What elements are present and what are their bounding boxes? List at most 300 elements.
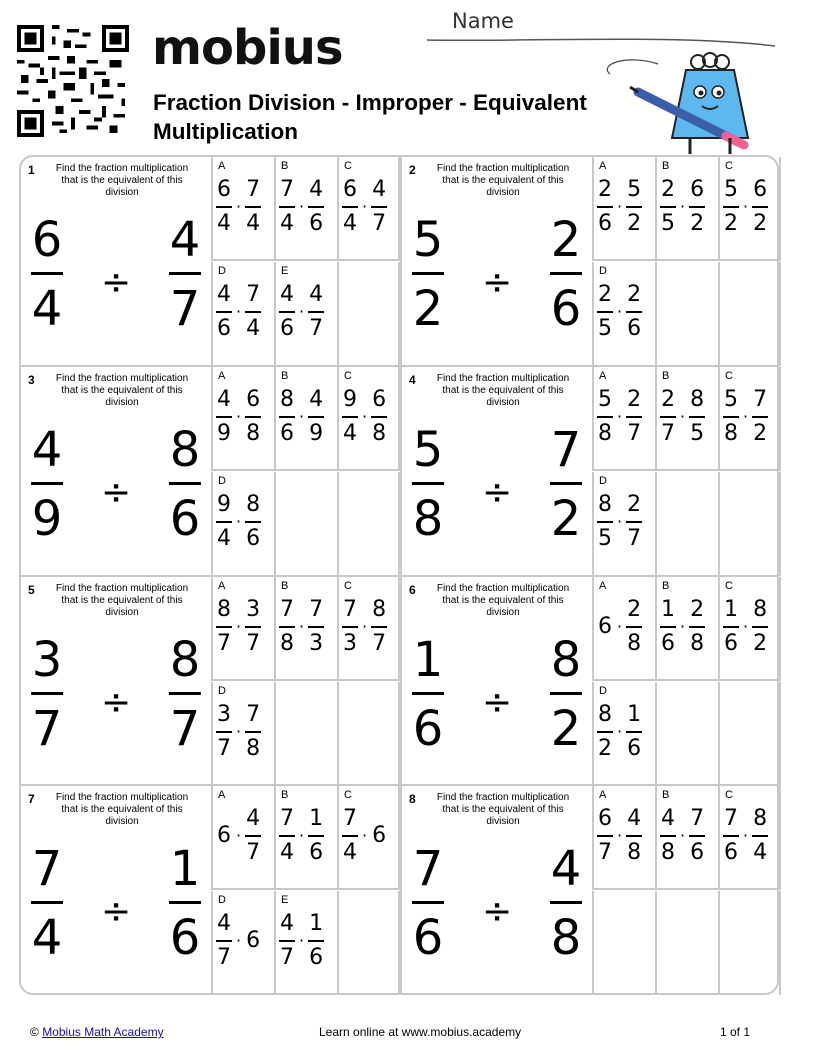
small-fraction (752, 597, 768, 657)
divisor-fraction (165, 212, 205, 337)
small-fraction (245, 492, 261, 552)
small-fraction (279, 177, 295, 237)
fraction-bar (31, 272, 63, 275)
name-label: Name (452, 9, 514, 33)
fraction-bar (752, 416, 768, 418)
answer-option-e[interactable] (274, 262, 337, 366)
denominator: 8 (661, 839, 675, 865)
small-fraction (371, 597, 387, 657)
problem-6 (402, 577, 781, 786)
small-fraction (308, 282, 324, 342)
whole-number: 6 (598, 614, 612, 640)
answer-option-c[interactable] (337, 157, 400, 261)
answer-option-a[interactable] (592, 367, 655, 471)
denominator: 6 (724, 630, 738, 656)
fraction-bar (308, 626, 324, 628)
numerator: 2 (627, 387, 642, 412)
division-prompt (21, 157, 211, 366)
denominator: 6 (169, 491, 201, 547)
times-symbol: · (743, 197, 749, 217)
small-fraction (245, 387, 261, 447)
qr-code (17, 25, 129, 137)
small-fraction (308, 911, 324, 971)
denominator: 4 (217, 525, 231, 551)
division-prompt (402, 786, 592, 995)
small-fraction (245, 597, 261, 657)
numerator: 3 (246, 597, 261, 622)
fraction-bar (245, 311, 261, 313)
fraction-bar (245, 626, 261, 628)
denominator: 4 (280, 210, 294, 236)
fraction-bar (31, 482, 63, 485)
answer-option-a[interactable] (592, 157, 655, 261)
answer-option-a[interactable] (592, 786, 655, 890)
numerator: 4 (280, 282, 294, 307)
times-symbol: · (743, 407, 749, 427)
mascot-illustration (598, 42, 768, 160)
denominator: 4 (753, 839, 768, 865)
denominator: 8 (280, 630, 294, 656)
answer-option-e[interactable] (274, 891, 337, 995)
numerator: 5 (598, 387, 612, 412)
denominator: 6 (280, 315, 294, 341)
small-fraction (689, 597, 705, 657)
denominator: 6 (246, 525, 261, 551)
multiplication-expression (279, 806, 324, 866)
numerator: 1 (627, 702, 642, 727)
answer-option-c[interactable] (337, 786, 400, 890)
times-symbol: · (617, 302, 623, 322)
denominator: 8 (627, 630, 642, 656)
denominator: 8 (246, 735, 261, 761)
multiplication-expression (279, 387, 324, 447)
divide-symbol: ÷ (101, 472, 132, 513)
fraction-bar (169, 692, 201, 695)
fraction-bar (626, 311, 642, 313)
numerator: 6 (753, 177, 768, 202)
option-label: B (281, 370, 289, 382)
denominator: 7 (246, 839, 261, 865)
empty-answer-cell (718, 682, 781, 786)
divisor-fraction (546, 212, 586, 337)
multiplication-expression (342, 177, 387, 237)
fraction-bar (689, 626, 705, 628)
multiplication-expression (216, 177, 261, 237)
fraction-bar (723, 206, 739, 208)
small-fraction (216, 911, 232, 971)
multiplication-expression (597, 177, 642, 237)
dividend-fraction (27, 841, 67, 966)
multiplication-expression (216, 597, 261, 657)
answer-option-c[interactable] (718, 157, 781, 261)
numerator: 4 (550, 841, 582, 897)
denominator: 5 (598, 525, 612, 551)
numerator: 3 (217, 702, 231, 727)
denominator: 2 (550, 701, 582, 757)
denominator: 6 (550, 281, 582, 337)
numerator: 9 (217, 492, 231, 517)
fraction-bar (245, 206, 261, 208)
answer-option-a[interactable] (592, 577, 655, 681)
denominator: 7 (217, 630, 231, 656)
times-symbol: · (236, 407, 242, 427)
numerator: 1 (412, 632, 444, 688)
empty-answer-cell (718, 262, 781, 366)
problem-number: 3 (28, 373, 35, 387)
answer-option-a[interactable] (211, 367, 274, 471)
numerator: 7 (246, 702, 261, 727)
denominator: 2 (690, 210, 705, 236)
division-prompt (402, 367, 592, 576)
denominator: 4 (31, 281, 63, 337)
small-fraction (597, 282, 613, 342)
answer-option-a[interactable] (211, 577, 274, 681)
small-fraction (371, 177, 387, 237)
numerator: 4 (31, 422, 63, 478)
denominator: 9 (31, 491, 63, 547)
whole-number: 6 (372, 823, 387, 849)
small-fraction (626, 282, 642, 342)
numerator: 8 (753, 806, 768, 831)
dividend-fraction (408, 212, 448, 337)
option-label: B (281, 789, 289, 801)
times-symbol: · (299, 617, 305, 637)
denominator: 2 (753, 210, 768, 236)
division-prompt (21, 367, 211, 576)
numerator: 6 (217, 177, 231, 202)
answer-option-b[interactable] (274, 367, 337, 471)
fraction-bar (279, 940, 295, 942)
fraction-bar (245, 521, 261, 523)
denominator: 3 (343, 630, 357, 656)
small-fraction (216, 492, 232, 552)
answer-option-d[interactable] (592, 472, 655, 576)
instruction-text: Find the fraction multiplication that is the equivalent of this division (436, 373, 570, 408)
fraction-bar (689, 835, 705, 837)
problem-2 (402, 157, 781, 366)
times-symbol: · (299, 197, 305, 217)
instruction-text: Find the fraction multiplication that is the equivalent of this division (55, 373, 189, 408)
option-label: A (218, 160, 226, 172)
numerator: 6 (598, 806, 612, 831)
fraction-bar (550, 272, 582, 275)
empty-answer-cell (655, 682, 718, 786)
times-symbol: · (236, 512, 242, 532)
times-symbol: · (617, 826, 623, 846)
numerator: 9 (343, 387, 357, 412)
multiplication-expression (279, 911, 324, 971)
answer-option-b[interactable] (655, 157, 718, 261)
times-symbol: · (743, 826, 749, 846)
small-fraction (279, 911, 295, 971)
multiplication-expression (597, 492, 642, 552)
small-fraction (723, 177, 739, 237)
answer-option-c[interactable] (718, 367, 781, 471)
denominator: 5 (661, 210, 675, 236)
denominator: 8 (690, 630, 705, 656)
fraction-bar (245, 731, 261, 733)
fraction-bar (216, 206, 232, 208)
footer-page-number: 1 of 1 (720, 1025, 751, 1039)
fraction-bar (626, 521, 642, 523)
numerator: 8 (690, 387, 705, 412)
fraction-bar (279, 626, 295, 628)
mobius-academy-link[interactable]: Mobius Math Academy (42, 1025, 164, 1039)
denominator: 7 (246, 630, 261, 656)
fraction-bar (660, 416, 676, 418)
dividend-fraction (408, 841, 448, 966)
denominator: 8 (598, 420, 612, 446)
small-fraction (660, 806, 676, 866)
denominator: 4 (246, 315, 261, 341)
denominator: 4 (343, 420, 357, 446)
instruction-text: Find the fraction multiplication that is the equivalent of this division (55, 163, 189, 198)
numerator: 7 (246, 177, 261, 202)
whole-number: 6 (246, 928, 261, 954)
problem-7 (21, 786, 400, 995)
times-symbol: · (680, 826, 686, 846)
answer-option-c[interactable] (337, 577, 400, 681)
fraction-bar (412, 272, 444, 275)
answer-option-d[interactable] (592, 682, 655, 786)
denominator: 7 (372, 630, 387, 656)
small-fraction (308, 597, 324, 657)
multiplication-expression (342, 387, 387, 447)
problem-grid (19, 155, 779, 995)
small-fraction (308, 177, 324, 237)
numerator: 4 (661, 806, 675, 831)
numerator: 8 (550, 632, 582, 688)
small-fraction (626, 597, 642, 657)
times-symbol: · (362, 197, 368, 217)
answer-option-d[interactable] (211, 682, 274, 786)
numerator: 8 (598, 702, 612, 727)
small-fraction (371, 387, 387, 447)
fraction-bar (660, 626, 676, 628)
small-fraction (245, 282, 261, 342)
multiplication-expression (660, 806, 705, 866)
empty-answer-cell (655, 472, 718, 576)
small-fraction (216, 177, 232, 237)
answer-option-a[interactable] (211, 157, 274, 261)
answer-option-d[interactable] (211, 472, 274, 576)
answer-option-d[interactable] (211, 262, 274, 366)
fraction-bar (752, 206, 768, 208)
copyright-symbol: © (30, 1025, 39, 1039)
denominator: 6 (627, 735, 642, 761)
option-label: D (218, 265, 226, 277)
small-fraction (308, 387, 324, 447)
fraction-bar (626, 416, 642, 418)
fraction-bar (752, 835, 768, 837)
numerator: 7 (31, 841, 63, 897)
fraction-bar (660, 835, 676, 837)
multiplication-expression (597, 282, 642, 342)
empty-answer-cell (274, 682, 337, 786)
whole-number: 6 (217, 823, 231, 849)
problem-8 (402, 786, 781, 995)
fraction-bar (626, 731, 642, 733)
empty-answer-cell (337, 262, 400, 366)
answer-option-b[interactable] (274, 157, 337, 261)
fraction-bar (723, 416, 739, 418)
denominator: 8 (412, 491, 444, 547)
option-label: B (662, 580, 670, 592)
answer-option-d[interactable] (211, 891, 274, 995)
fraction-bar (245, 416, 261, 418)
numerator: 5 (412, 212, 444, 268)
small-fraction (279, 387, 295, 447)
denominator: 6 (661, 630, 675, 656)
empty-answer-cell (718, 891, 781, 995)
small-fraction (752, 177, 768, 237)
multiplication-expression (342, 806, 387, 866)
times-symbol: · (617, 722, 623, 742)
option-label: A (218, 370, 226, 382)
divisor-fraction (165, 422, 205, 547)
fraction-bar (308, 206, 324, 208)
answer-option-c[interactable] (718, 577, 781, 681)
fraction-bar (597, 835, 613, 837)
fraction-bar (169, 272, 201, 275)
numerator: 7 (343, 806, 357, 831)
divide-symbol: ÷ (101, 891, 132, 932)
times-symbol: · (299, 931, 305, 951)
fraction-bar (597, 731, 613, 733)
problem-4 (402, 367, 781, 576)
small-fraction (308, 806, 324, 866)
answer-option-b[interactable] (655, 577, 718, 681)
fraction-bar (723, 835, 739, 837)
fraction-bar (216, 311, 232, 313)
small-fraction (342, 806, 358, 866)
numerator: 1 (661, 597, 675, 622)
fraction-bar (308, 835, 324, 837)
times-symbol: · (362, 407, 368, 427)
times-symbol: · (299, 826, 305, 846)
fraction-bar (279, 311, 295, 313)
small-fraction (626, 177, 642, 237)
numerator: 4 (246, 806, 261, 831)
fraction-bar (597, 521, 613, 523)
divisor-fraction (165, 632, 205, 757)
denominator: 2 (627, 210, 642, 236)
fraction-bar (216, 731, 232, 733)
divide-symbol: ÷ (482, 891, 513, 932)
fraction-bar (216, 521, 232, 523)
denominator: 8 (372, 420, 387, 446)
small-fraction (626, 492, 642, 552)
numerator: 7 (343, 597, 357, 622)
multiplication-expression (216, 387, 261, 447)
problem-number: 1 (28, 163, 35, 177)
divisor-fraction (546, 422, 586, 547)
small-fraction (723, 597, 739, 657)
numerator: 7 (309, 597, 324, 622)
small-fraction (626, 702, 642, 762)
option-label: B (662, 370, 670, 382)
multiplication-expression (723, 597, 768, 657)
numerator: 4 (372, 177, 387, 202)
denominator: 6 (412, 701, 444, 757)
fraction-bar (169, 482, 201, 485)
small-fraction (597, 806, 613, 866)
small-fraction (279, 282, 295, 342)
empty-answer-cell (337, 682, 400, 786)
numerator: 2 (598, 177, 612, 202)
multiplication-expression (279, 177, 324, 237)
times-symbol: · (680, 407, 686, 427)
answer-option-b[interactable] (274, 577, 337, 681)
problem-1 (21, 157, 400, 366)
small-fraction (279, 806, 295, 866)
small-fraction (752, 387, 768, 447)
denominator: 7 (309, 315, 324, 341)
multiplication-expression (597, 597, 642, 657)
numerator: 7 (690, 806, 705, 831)
numerator: 5 (724, 177, 738, 202)
option-label: A (599, 580, 607, 592)
option-label: A (599, 789, 607, 801)
option-label: D (599, 685, 607, 697)
instruction-text: Find the fraction multiplication that is the equivalent of this division (55, 583, 189, 618)
multiplication-expression (660, 597, 705, 657)
numerator: 4 (217, 911, 231, 936)
answer-option-b[interactable] (655, 786, 718, 890)
instruction-text: Find the fraction multiplication that is the equivalent of this division (436, 792, 570, 827)
numerator: 7 (280, 177, 294, 202)
numerator: 2 (627, 597, 642, 622)
small-fraction (216, 282, 232, 342)
times-symbol: · (299, 407, 305, 427)
answer-option-d[interactable] (592, 262, 655, 366)
divisor-fraction (165, 841, 205, 966)
option-label: D (599, 265, 607, 277)
numerator: 1 (309, 806, 324, 831)
small-fraction (597, 387, 613, 447)
footer-copyright (30, 1025, 164, 1039)
times-symbol: · (680, 197, 686, 217)
multiplication-expression (723, 806, 768, 866)
division-prompt (402, 577, 592, 786)
empty-answer-cell (337, 891, 400, 995)
answer-option-a[interactable] (211, 786, 274, 890)
answer-option-c[interactable] (718, 786, 781, 890)
times-symbol: · (680, 617, 686, 637)
small-fraction (660, 597, 676, 657)
denominator: 6 (309, 210, 324, 236)
answer-option-c[interactable] (337, 367, 400, 471)
answer-option-b[interactable] (274, 786, 337, 890)
option-label: D (218, 894, 226, 906)
small-fraction (245, 177, 261, 237)
multiplication-expression (597, 387, 642, 447)
times-symbol: · (236, 722, 242, 742)
answer-option-b[interactable] (655, 367, 718, 471)
title-line-2: Multiplication (153, 119, 298, 144)
instruction-text: Find the fraction multiplication that is the equivalent of this division (436, 583, 570, 618)
numerator: 6 (343, 177, 357, 202)
small-fraction (626, 806, 642, 866)
option-label: A (599, 160, 607, 172)
option-label: D (599, 475, 607, 487)
denominator: 8 (627, 839, 642, 865)
numerator: 4 (280, 911, 294, 936)
option-label: B (662, 789, 670, 801)
numerator: 4 (309, 387, 324, 412)
problem-number: 2 (409, 163, 416, 177)
fraction-bar (216, 626, 232, 628)
